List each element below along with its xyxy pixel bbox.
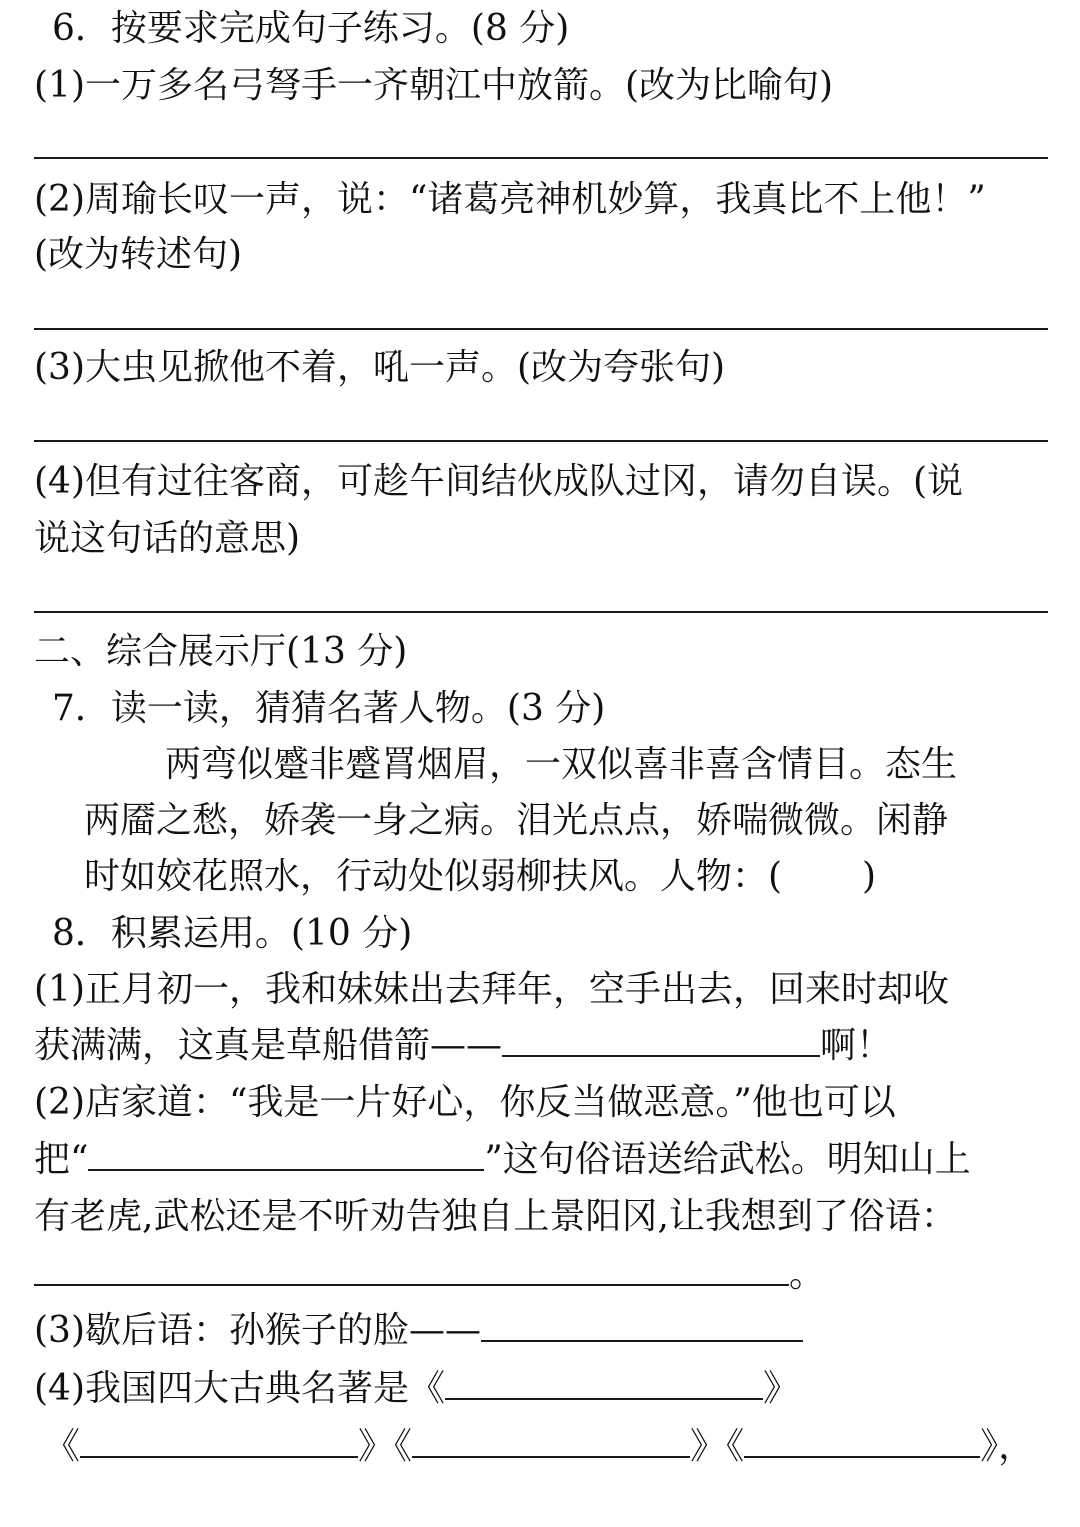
- answer-line-6-1[interactable]: [34, 157, 1048, 159]
- answer-line-6-4[interactable]: [34, 611, 1048, 613]
- passage-close-paren: ): [862, 856, 877, 897]
- book-open-1: 《: [44, 1426, 81, 1467]
- question-8-item-2-prefix: 把“: [34, 1139, 89, 1180]
- classic-novel-blank-3[interactable]: [412, 1422, 690, 1458]
- question-6-item-4-line-2: 说这句话的意思): [34, 518, 301, 559]
- book-close-1: 》: [358, 1426, 395, 1467]
- question-8-item-1-line-1: (1)正月初一，我和妹妹出去拜年，空手出去，回来时却收: [34, 969, 949, 1010]
- question-8-title: 8．积累运用。(10 分): [52, 913, 413, 954]
- question-8-item-1-prefix: 获满满，这真是草船借箭——: [34, 1025, 503, 1066]
- book-close-2: 》: [690, 1426, 727, 1467]
- question-8-item-4-prefix: (4)我国四大古典名著是《: [34, 1368, 445, 1409]
- question-8-item-2-line-3: 有老虎,武松还是不听劝告独自上景阳冈,让我想到了俗语：: [34, 1196, 957, 1237]
- question-6-item-1: (1)一万多名弓弩手一齐朝江中放箭。(改为比喻句): [34, 65, 834, 106]
- question-6-item-4-line-1: (4)但有过往客商，可趁午间结伙成队过冈，请勿自误。(说: [34, 461, 964, 502]
- book-open-3: 《: [726, 1426, 745, 1467]
- proverb-answer-blank-1[interactable]: [88, 1135, 484, 1171]
- question-8-item-1-line-2: [34, 1021, 892, 1071]
- question-8-item-4-line-2: [44, 1422, 1034, 1472]
- book-close-3: 》，: [980, 1426, 1035, 1467]
- xiehouyu-answer-blank[interactable]: [502, 1021, 820, 1057]
- answer-line-6-2[interactable]: [34, 328, 1048, 330]
- section-2-title: 二、综合展示厅(13 分): [34, 631, 408, 672]
- question-8-item-3-prefix: (3)歇后语：孙猴子的脸——: [34, 1310, 481, 1351]
- question-8-item-2-line-1: (2)店家道：“我是一片好心，你反当做恶意。”他也可以: [34, 1082, 896, 1123]
- answer-line-6-3[interactable]: [34, 440, 1048, 442]
- question-8-item-2-line-2: [34, 1135, 971, 1185]
- passage-line-3: [84, 852, 876, 902]
- question-8-item-2-period: 。: [789, 1254, 826, 1295]
- proverb-answer-blank-2[interactable]: [34, 1250, 789, 1286]
- passage-line-1: 两弯似蹙非蹙罥烟眉，一双似喜非喜含情目。态生: [165, 744, 958, 785]
- passage-line-2: 两靥之愁，娇袭一身之病。泪光点点，娇喘微微。闲静: [84, 800, 949, 841]
- book-open-2: 《: [394, 1426, 413, 1467]
- question-8-item-2-line-4: [34, 1250, 825, 1300]
- question-8-item-4-line-1: [34, 1364, 799, 1414]
- question-6-item-3: (3)大虫见掀他不着，吼一声。(改为夸张句): [34, 347, 726, 388]
- monkey-face-answer-blank[interactable]: [481, 1306, 803, 1342]
- question-8-item-1-suffix: 啊！: [820, 1025, 893, 1066]
- question-6-title: 6．按要求完成句子练习。(8 分): [52, 8, 570, 49]
- classic-novel-blank-2[interactable]: [80, 1422, 358, 1458]
- question-8-item-2-suffix: ”这句俗语送给武松。明知山上: [484, 1139, 971, 1180]
- question-6-item-2-line-2: (改为转述句): [34, 234, 243, 275]
- classic-novel-blank-1[interactable]: [445, 1364, 763, 1400]
- classic-novel-blank-4[interactable]: [744, 1422, 980, 1458]
- question-8-item-3: [34, 1306, 803, 1356]
- question-7-title: 7．读一读，猜猜名著人物。(3 分): [52, 688, 606, 729]
- question-6-item-2-line-1: (2)周瑜长叹一声，说：“诸葛亮神机妙算，我真比不上他！”: [34, 179, 986, 220]
- passage-line-3-text: 时如姣花照水，行动处似弱柳扶风。人物：(: [84, 856, 783, 897]
- question-8-item-4-close: 》: [763, 1368, 800, 1409]
